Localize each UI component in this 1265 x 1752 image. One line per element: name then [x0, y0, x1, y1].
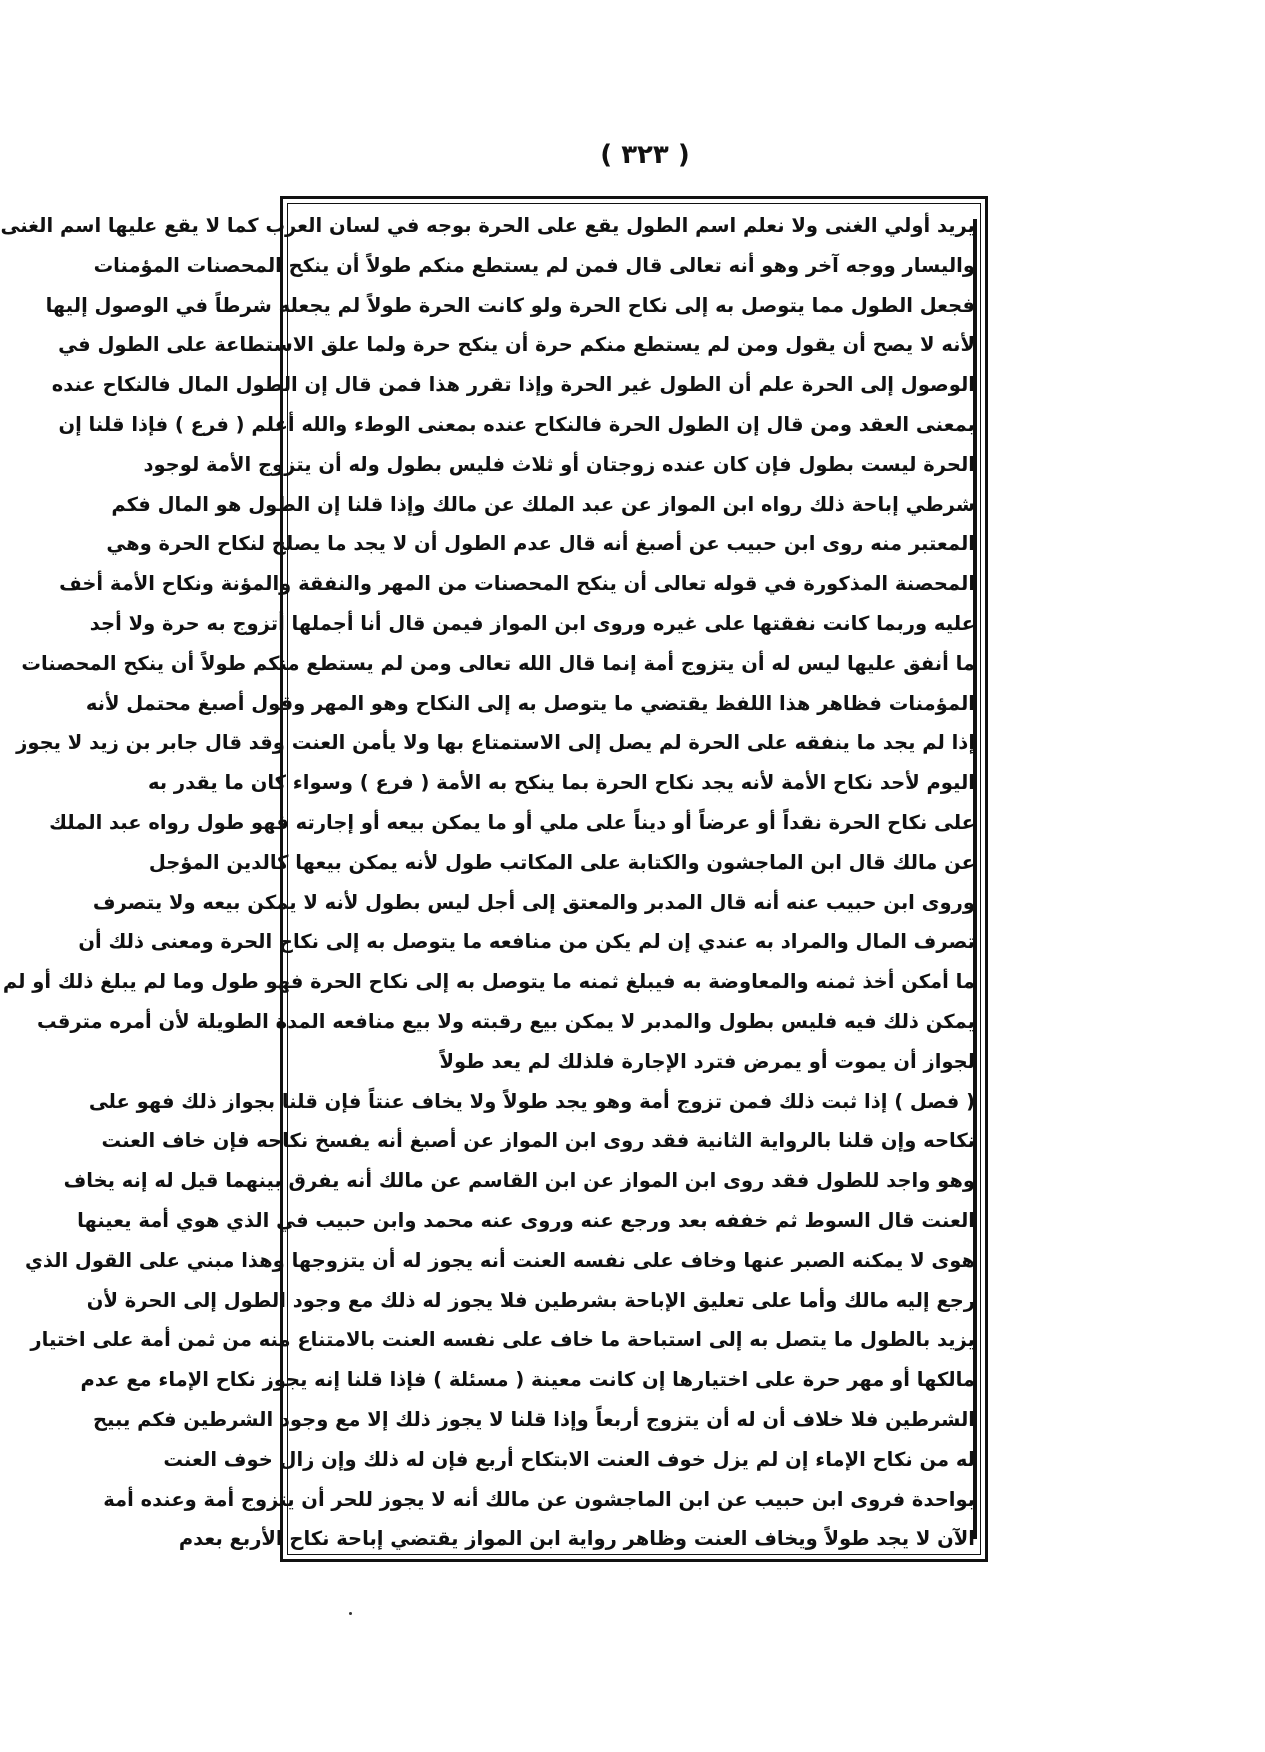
text-line: عليه وربما كانت نفقتها على غيره وروى ابن المواز فيمن قال أنا أجملها أتزوج به حرة ولا أجد	[89, 611, 975, 635]
page-number: ( ٣٢٣ )	[600, 140, 690, 170]
text-line: الوصول إلى الحرة علم أن الطول غير الحرة وإذا تقرر هذا فمن قال إن الطول المال فالنكاح عنده	[51, 373, 975, 397]
text-line: يمكن ذلك فيه فليس بطول والمدبر لا يمكن بيع رقبته ولا بيع منافعه المدة الطويلة لأن أمره مترقب	[36, 1009, 975, 1033]
text-line: له من نكاح الإماء إن لم يزل خوف العنت الابتكاح أربع فإن له ذلك وإن زال خوف العنت	[163, 1447, 975, 1471]
text-line: عن مالك قال ابن الماجشون والكتابة على المكاتب طول لأنه يمكن بيعها كالدين المؤجل	[148, 850, 975, 874]
text-line: تصرف المال والمراد به عندي إن لم يكن من منافعه ما يتوصل به إلى نكاح الحرة ومعنى ذلك أن	[78, 930, 975, 954]
text-line: رجع إليه مالك وأما على تعليق الإباحة بشرطين فلا يجوز له ذلك مع وجود الطول إلى الحرة لأن	[86, 1288, 975, 1312]
text-line: هوى لا يمكنه الصبر عنها وخاف على نفسه العنت أنه يجوز له أن يتزوجها وهذا مبني على القول الذي	[24, 1248, 975, 1272]
text-line: المحصنة المذكورة في قوله تعالى أن ينكح المحصنات من المهر والنفقة والمؤنة ونكاح الأمة أخف	[59, 572, 975, 596]
text-line: نكاحه وإن قلنا بالرواية الثانية فقد روى ابن المواز عن أصبغ أنه يفسخ نكاحه فإن خاف العنت	[101, 1129, 975, 1153]
text-line: اليوم لأحد نكاح الأمة لأنه يجد نكاح الحرة بما ينكح به الأمة ( فرع ) وسواء كان ما يقدر به	[147, 771, 975, 795]
text-line: الشرطين فلا خلاف أن له أن يتزوج أربعاً وإذا قلنا لا يجوز ذلك إلا مع وجود الشرطين فكم يبيح	[93, 1407, 975, 1431]
text-line: إذا لم يجد ما ينفقه على الحرة لم يصل إلى الاستمتاع بها ولا يأمن العنت وقد قال جابر بن زيد لا يجوز	[16, 731, 975, 755]
text-line: العنت قال السوط ثم خففه بعد ورجع عنه وروى عنه محمد وابن حبيب في الذي هوي أمة يعينها	[77, 1208, 975, 1232]
text-line: ما أمكن أخذ ثمنه والمعاوضة به فيبلغ ثمنه ما يتوصل به إلى نكاح الحرة فهو طول وما لم يبلغ ذلك أو لم	[2, 970, 975, 994]
text-line: بمعنى العقد ومن قال إن الطول الحرة فالنكاح عنده بمعنى الوطء والله أعلم ( فرع ) فإذا قلنا إن	[58, 412, 975, 436]
text-line: على نكاح الحرة نقداً أو عرضاً أو ديناً على ملي أو ما يمكن بيعه أو إجارته فهو طول رواه عبد الملك	[49, 810, 975, 834]
text-line: وروى ابن حبيب عنه أنه قال المدبر والمعتق إلى أجل ليس بطول لأنه لا يمكن بيعه ولا يتصرف	[92, 890, 975, 914]
text-line: ما أنفق عليها ليس له أن يتزوج أمة إنما قال الله تعالى ومن لم يستطع منكم طولاً أن ينكح المحصنات	[21, 651, 975, 675]
stray-print-dot	[349, 1612, 352, 1615]
text-line: الحرة ليست بطول فإن كان عنده زوجتان أو ثلاث فليس بطول وله أن يتزوج الأمة لوجود	[143, 452, 975, 476]
text-line: لجواز أن يموت أو يمرض فترد الإجارة فلذلك لم يعد طولاً	[439, 1049, 975, 1073]
text-line: فجعل الطول مما يتوصل به إلى نكاح الحرة ولو كانت الحرة طولاً لم يجعله شرطاً في الوصول إليها	[45, 293, 975, 317]
text-line: المؤمنات فظاهر هذا اللفظ يقتضي ما يتوصل به إلى النكاح وهو المهر وقول أصبغ محتمل لأنه	[85, 691, 975, 715]
text-line: وهو واجد للطول فقد روى ابن المواز عن ابن القاسم عن مالك أنه يفرق بينهما قيل له إنه يخاف	[63, 1169, 975, 1193]
text-line: يزيد بالطول ما يتصل به إلى استباحة ما خاف على نفسه العنت بالامتناع منه من ثمن أمة على اختيار	[30, 1328, 975, 1352]
text-line: واليسار ووجه آخر وهو أنه تعالى قال فمن لم يستطع منكم طولاً أن ينكح المحصنات المؤمنات	[93, 253, 975, 277]
text-line: الآن لا يجد طولاً ويخاف العنت وظاهر رواية ابن المواز يقتضي إباحة نكاح الأربع بعدم	[178, 1527, 975, 1551]
text-line: لأنه لا يصح أن يقول ومن لم يستطع منكم حرة أن ينكح حرة ولما علق الاستطاعة على الطول في	[58, 333, 975, 357]
body-text	[0, 206, 975, 1559]
text-line: ( فصل ) إذا ثبت ذلك فمن تزوج أمة وهو يجد طولاً ولا يخاف عنتاً فإن قلنا بجواز ذلك فهو على	[88, 1089, 975, 1113]
text-line: بواحدة فروى ابن حبيب عن ابن الماجشون عن مالك أنه لا يجوز للحر أن يتزوج أمة وعنده أمة	[103, 1487, 975, 1511]
text-line: مالكها أو مهر حرة على اختيارها إن كانت معينة ( مسئلة ) فإذا قلنا إنه يجوز نكاح الإماء مع عدم	[80, 1368, 975, 1392]
text-line: يريد أولي الغنى ولا نعلم اسم الطول يقع على الحرة بوجه في لسان العرب كما لا يقع عليها اسم الغنى	[0, 214, 975, 237]
text-line: المعتبر منه روى ابن حبيب عن أصبغ أنه قال عدم الطول أن لا يجد ما يصلح لنكاح الحرة وهي	[106, 532, 975, 556]
text-line: شرطي إباحة ذلك رواه ابن المواز عن عبد الملك عن مالك وإذا قلنا إن الطول هو المال فكم	[111, 492, 975, 516]
